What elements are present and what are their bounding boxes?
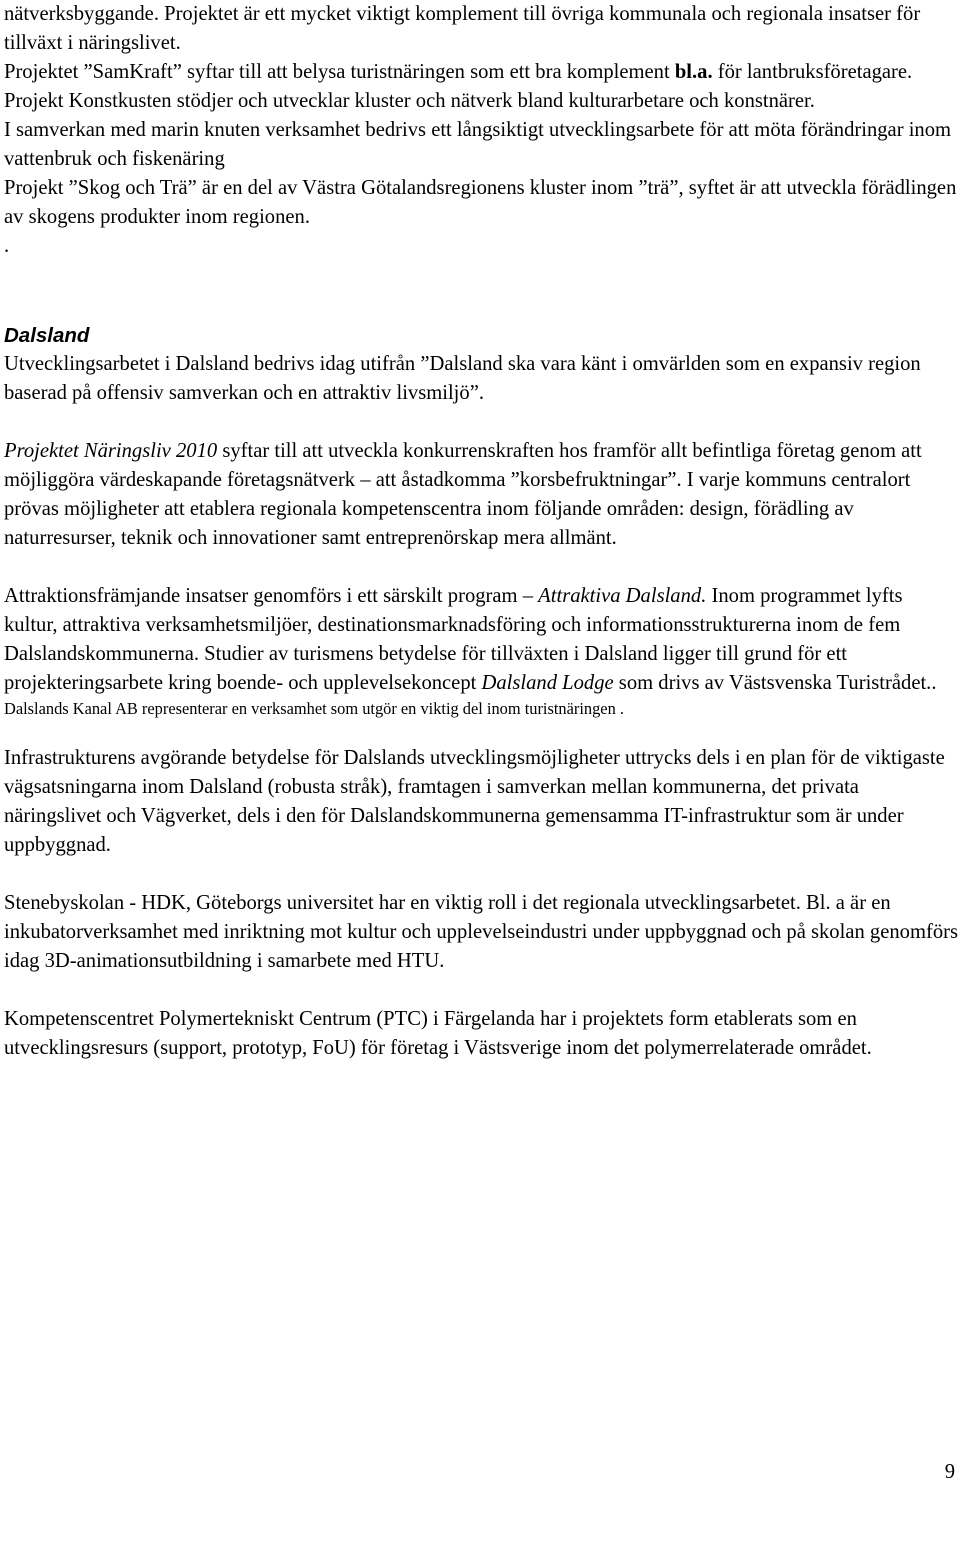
page-number: 9 [944,1461,955,1483]
text-dalsland-lodge: Dalsland Lodge [481,672,614,694]
paragraph-kompetenscentret: Kompetenscentret Polymertekniskt Centrum (PTC) i Färgelanda har i projektets form etablerats som en utvecklingsresurs (support, prototyp, FoU) för företag i Västsverige inom det polymerrelaterade området. [4,1008,872,1059]
paragraph-utvecklingsarbetet: Utvecklingsarbetet i Dalsland bedrivs idag utifrån ”Dalsland ska vara känt i omvärlden som en expansiv region baserad på offensiv samverkan och en attraktiv livsmiljö”. [4,353,921,404]
text-samkraft: Projektet ”SamKraft” syftar till att belysa turistnäringen som ett bra komplement [4,61,675,83]
text-attraktion-c: som drivs av Västsvenska Turistrådet.. [613,672,937,694]
paragraph-naringsliv-2010 [4,437,958,553]
paragraph-stenebyskolan: Stenebyskolan - HDK, Göteborgs universitet har en viktig roll i det regionala utvecklingsarbetet. Bl. a är en inkubatorverksamhet med inriktning mot kultur och upplevelseindustri under uppbyggnad och på skolan genomförs idag 3D-animationsutbildning i samarbete med HTU. [4,892,958,972]
text-skog-och-tra: Projekt ”Skog och Trä” är en del av Västra Götalandsregionens kluster inom ”trä”, syftet är att utveckla förädlingen av skogens produkter inom regionen. [4,177,957,228]
text-period: . [4,235,10,257]
text-konstkusten: för lantbruksföretagare. Projekt Konstkusten stödjer och utvecklar kluster och nätverk bland kulturarbetare och konstnärer. [4,61,913,112]
paragraph-infrastrukturens: Infrastrukturens avgörande betydelse för Dalslands utvecklingsmöjligheter uttrycks dels i en plan för de viktigaste vägsatsningarna inom Dalsland (robusta stråk), framtagen i samverkan mellan kommunerna, det privata näringslivet och Vägverket, dels i den för Dalslandskommunerna gemensamma IT-infrastruktur som är under uppbyggnad. [4,747,945,856]
text-natverksbyggande: nätverksbyggande. Projektet är ett mycket viktigt komplement till övriga kommunala och regionala insatser för tillväxt i näringslivet. [4,3,921,54]
text-marin: I samverkan med marin knuten verksamhet bedrivs ett långsiktigt utvecklingsarbete för att möta förändringar inom vattenbruk och fiskenäring [4,119,952,170]
text-naringsliv-rest: syftar till att utveckla konkurrenskraften hos framför allt befintliga företag genom att möjliggöra värdeskapande företagsnätverk – att åstadkomma ”korsbefruktningar”. I varje kommuns centralort prövas möjligheter att etablera regionala kompetenscentra inom följande områden: design, förädling av naturresurser, teknik och innovationer samt entreprenörskap mera allmänt. [4,440,922,549]
text-attraktion-a: Attraktionsfrämjande insatser genomförs i ett särskilt program – [4,585,539,607]
paragraph-dalslands-kanal: Dalslands Kanal AB representerar en verksamhet som utgör en viktig del inom turistnäringen . [4,699,624,718]
paragraph-attraktionsframjande [4,582,958,698]
paragraph-intro [4,0,958,261]
document-page [4,0,958,1063]
text-bla: bl.a. [674,61,713,83]
heading-dalsland: Dalsland [4,324,90,347]
text-attraktion-b: Inom programmet lyfts kultur, attraktiva verksamhetsmiljöer, destinationsmarknadsföring och informationsstrukturerna inom de fem Dalslandskommunerna. Studier av turismens betydelse för tillväxten i Dalsland ligger till grund för ett projekteringsarbete kring boende- och upplevelsekoncept [4,585,903,694]
text-attraktiva-dalsland: Attraktiva Dalsland. [538,585,707,607]
text-projektet-naringsliv-2010: Projektet Näringsliv 2010 [4,440,218,462]
